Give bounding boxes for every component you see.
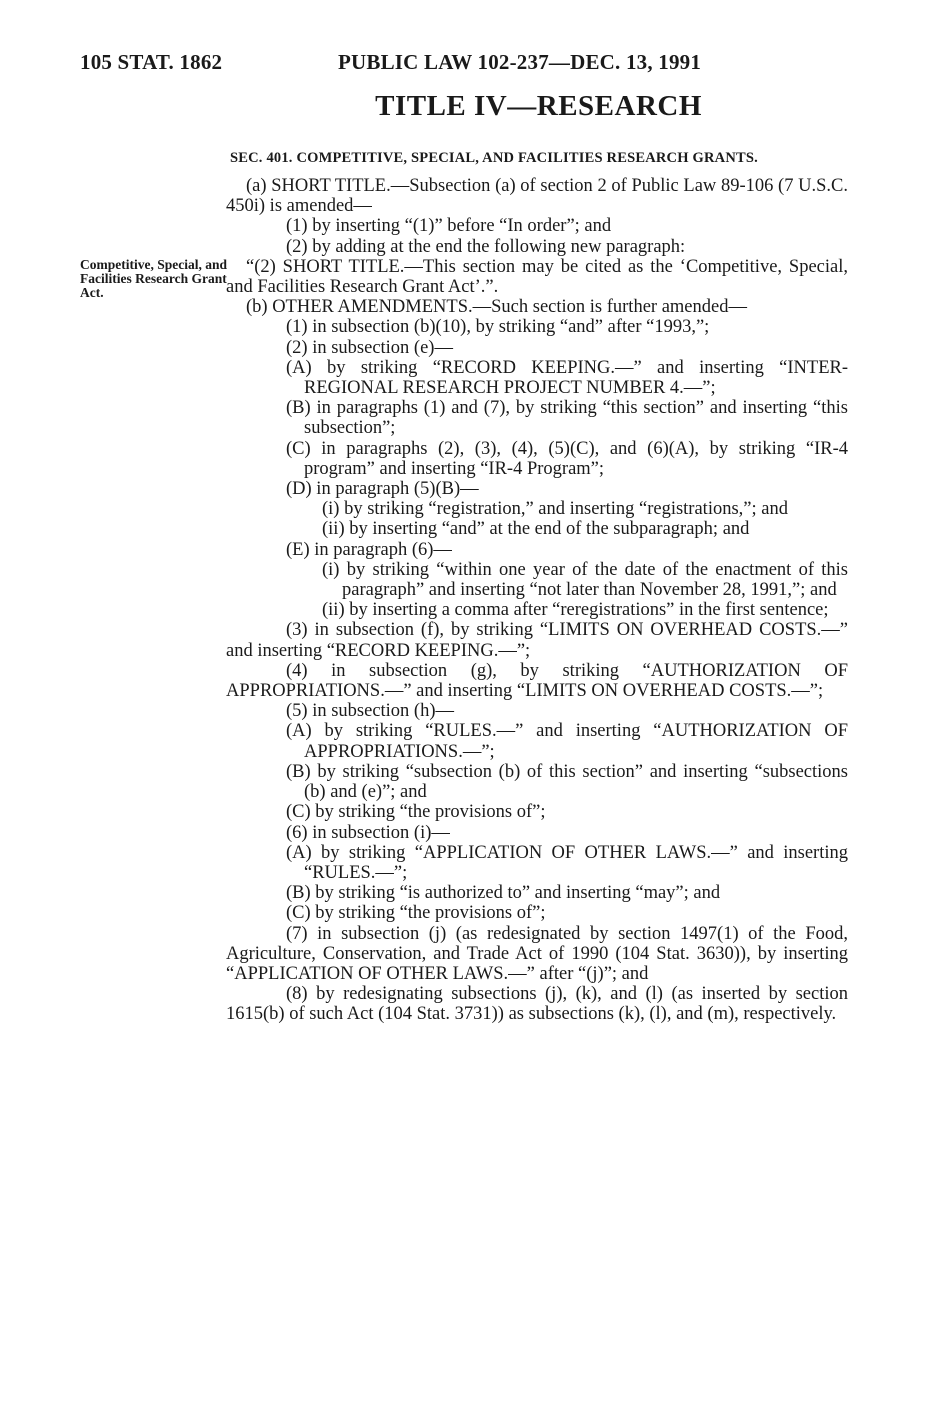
paragraph-b-2-E-i: (i) by striking “within one year of the date of the enactment of this paragraph” and inserting “not later than November 28, 1991,”; and — [322, 559, 848, 601]
paragraph-b-6-C: (C) by striking “the provisions of”; — [286, 903, 546, 924]
paragraph-b-2-D-ii: (ii) by inserting “and” at the end of the subparagraph; and — [322, 519, 750, 540]
paragraph-b-2-D-i: (i) by striking “registration,” and inserting “registrations,”; and — [322, 499, 788, 520]
paragraph-b-6: (6) in subsection (i)— — [286, 822, 450, 843]
paragraph-short-title-quote: “(2) SHORT TITLE.—This section may be cited as the ‘Competitive, Special, and Facilities Research Grant Act’.”. — [226, 256, 848, 298]
paragraph-b-2-C: (C) in paragraphs (2), (3), (4), (5)(C), and (6)(A), by striking “IR-4 program” and inserting “IR-4 Program”; — [286, 438, 848, 479]
paragraph-b-2-E-ii: (ii) by inserting a comma after “reregistrations” in the first sentence; — [322, 600, 829, 621]
paragraph-b: (b) OTHER AMENDMENTS.—Such section is further amended— — [246, 297, 747, 318]
paragraph-b-2-A: (A) by striking “RECORD KEEPING.—” and inserting “INTER-REGIONAL RESEARCH PROJECT NUMBER 4.—”; — [286, 357, 848, 399]
paragraph-b-2-B: (B) in paragraphs (1) and (7), by striking “this section” and inserting “this subsection”; — [286, 398, 848, 439]
paragraph-b-1: (1) in subsection (b)(10), by striking “and” after “1993,”; — [286, 317, 710, 338]
paragraph-b-8: (8) by redesignating subsections (j), (k), and (l) (as inserted by section 1615(b) of such Act (104 Stat. 3731)) as subsections (k), (l), and (m), respectively. — [226, 984, 848, 1025]
section-body — [226, 148, 848, 1025]
paragraph-b-5: (5) in subsection (h)— — [286, 701, 455, 722]
paragraph-b-3: (3) in subsection (f), by striking “LIMITS ON OVERHEAD COSTS.—” and inserting “RECORD KEEPING.—”; — [226, 620, 848, 661]
paragraph-a: (a) SHORT TITLE.—Subsection (a) of section 2 of Public Law 89-106 (7 U.S.C. 450i) is amended— — [226, 176, 848, 217]
paragraph-a-1: (1) by inserting “(1)” before “In order”; and — [286, 216, 612, 237]
paragraph-b-5-B: (B) by striking “subsection (b) of this section” and inserting “subsections (b) and (e)”; and — [286, 761, 848, 803]
paragraph-b-2-D: (D) in paragraph (5)(B)— — [286, 479, 479, 500]
margin-note: Competitive, Special, and Facilities Research Grant Act. — [80, 257, 227, 300]
statute-page-number: 105 STAT. 1862 — [80, 50, 223, 74]
paragraph-b-5-C: (C) by striking “the provisions of”; — [286, 802, 546, 823]
paragraph-b-5-A: (A) by striking “RULES.—” and inserting “AUTHORIZATION OF APPROPRIATIONS.—”; — [286, 721, 848, 762]
title-heading: TITLE IV—RESEARCH — [375, 90, 702, 122]
paragraph-b-7: (7) in subsection (j) (as redesignated by section 1497(1) of the Food, Agriculture, Conservation, and Trade Act of 1990 (104 Stat. 3630)), by inserting “APPLICATION OF OTHER LAWS.—” after “(j)”; and — [226, 923, 848, 984]
paragraph-b-6-A: (A) by striking “APPLICATION OF OTHER LAWS.—” and inserting “RULES.—”; — [286, 842, 848, 883]
page-header — [0, 50, 949, 80]
paragraph-a-2: (2) by adding at the end the following new paragraph: — [286, 236, 686, 257]
paragraph-b-2: (2) in subsection (e)— — [286, 337, 453, 358]
public-law-citation: PUBLIC LAW 102-237—DEC. 13, 1991 — [338, 50, 702, 74]
paragraph-b-2-E: (E) in paragraph (6)— — [286, 539, 452, 560]
paragraph-b-6-B: (B) by striking “is authorized to” and inserting “may”; and — [286, 883, 721, 904]
paragraph-b-4: (4) in subsection (g), by striking “AUTHORIZATION OF APPROPRIATIONS.—” and inserting “LIMITS ON OVERHEAD COSTS.—”; — [226, 660, 848, 702]
section-heading: SEC. 401. COMPETITIVE, SPECIAL, AND FACILITIES RESEARCH GRANTS. — [230, 150, 758, 166]
